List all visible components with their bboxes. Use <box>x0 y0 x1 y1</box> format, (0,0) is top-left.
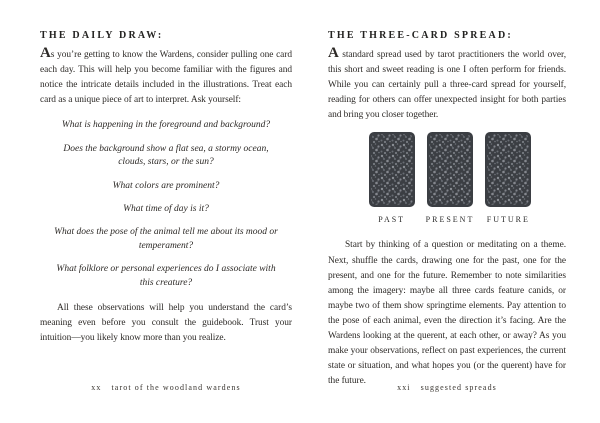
card-back-icon <box>485 132 531 207</box>
section-heading-daily-draw: THE DAILY DRAW: <box>40 30 164 41</box>
reflection-question: What does the pose of the animal tell me about its mood or temperament? <box>54 227 278 252</box>
page-footer-left <box>40 383 292 392</box>
reflection-question: What folklore or personal experiences do I associate with this creature? <box>56 264 276 289</box>
reflection-question: What time of day is it? <box>123 204 209 215</box>
running-title: suggested spreads <box>420 383 497 392</box>
page-right <box>328 30 566 410</box>
daily-draw-intro-paragraph <box>40 45 292 108</box>
card-back-icon <box>427 132 473 207</box>
running-title: tarot of the woodland wardens <box>111 383 241 392</box>
page-left <box>40 30 292 410</box>
section-heading-three-card-spread: THE THREE-CARD SPREAD: <box>328 30 513 41</box>
card-label-past: PAST <box>378 215 406 225</box>
reflection-question: Does the background show a flat sea, a stormy ocean, clouds, stars, or the sun? <box>63 143 269 168</box>
tarot-card-future <box>485 132 531 224</box>
initial-cap: A <box>40 45 51 61</box>
daily-draw-closing-paragraph: All these observations will help you understand the card’s meaning even before you consult the guidebook. Trust your intuition—you likely know more than you realize. <box>40 302 292 343</box>
folio-number: xxi <box>397 383 411 392</box>
intro-text: standard spread used by tarot practitioners the world over, this short and sweet reading is one I often perform for friends. While you can certainly pull a three-card spread for yourself, reading for others can offer unexpected insight for both parties and bring you closer together. <box>328 50 566 121</box>
three-card-row <box>331 132 569 224</box>
card-label-future: FUTURE <box>486 215 530 225</box>
reflection-question: What colors are prominent? <box>112 180 220 191</box>
intro-text: s you’re getting to know the Wardens, consider pulling one card each day. This will help you become familiar with the figures and notice the intricate details included in the illustrations. Treat each card as a unique piece of art to interpret. Ask yourself: <box>40 50 292 106</box>
three-card-instructions-paragraph: Start by thinking of a question or meditating on a theme. Next, shuffle the cards, drawing one for the past, one for the present, and one for the future. Remember to note similarities among the imagery: maybe all three cards feature canids, or maybe two of them show springtime elements. Pay attention to the pose of each animal, even the direction it’s facing. Are the Wardens looking at the querent, at each other, or away? As you make your observations, reflect on past experiences, the current state or situation, and what hopes you (or the querent) have for the future. <box>328 240 566 387</box>
three-card-intro-paragraph <box>328 45 566 123</box>
card-label-present: PRESENT <box>425 215 475 225</box>
folio-number: xx <box>91 383 102 392</box>
reflection-question-list <box>40 119 292 291</box>
page-footer-right <box>328 383 566 392</box>
tarot-card-past <box>369 132 415 224</box>
initial-cap: A <box>328 45 339 61</box>
card-back-icon <box>369 132 415 207</box>
reflection-question: What is happening in the foreground and background? <box>61 120 271 131</box>
tarot-card-present <box>426 132 475 224</box>
